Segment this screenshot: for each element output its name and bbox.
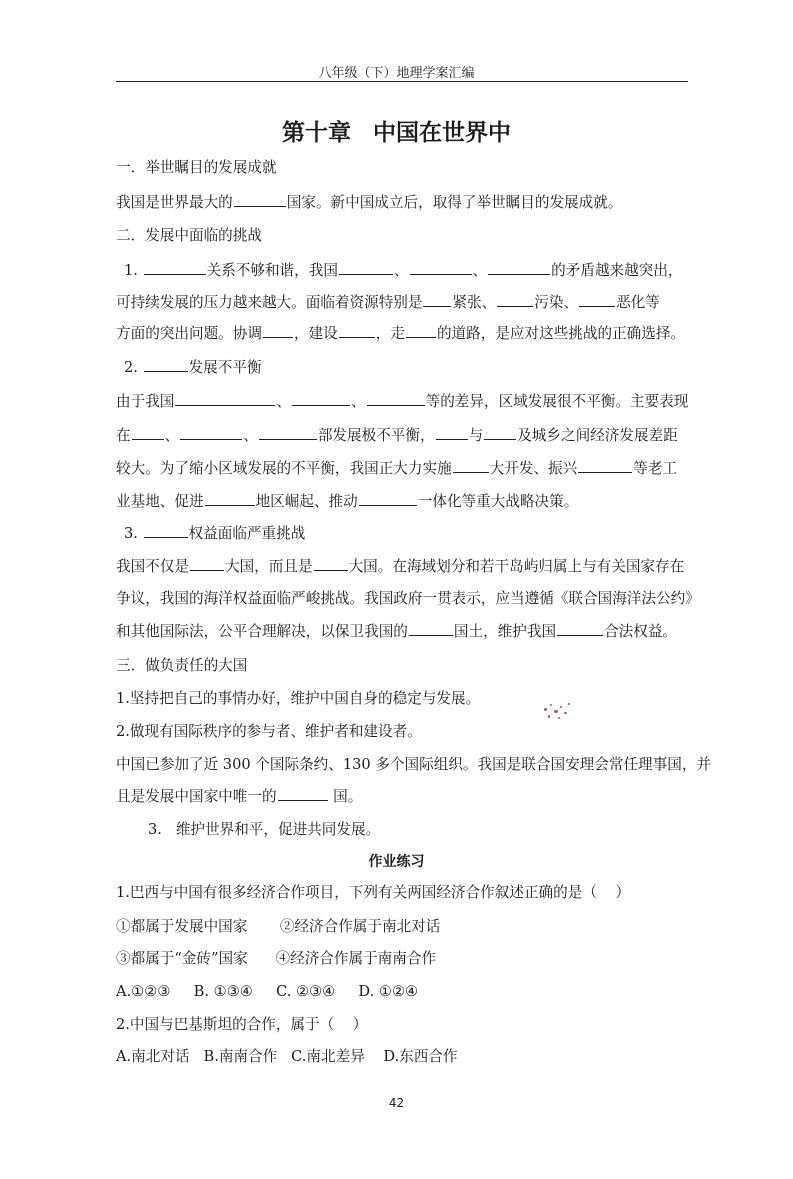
- s2-p3-line1: [116, 557, 684, 577]
- section1-heading: 一．举世瞩目的发展成就: [116, 159, 277, 176]
- s2-p3-heading: [124, 524, 305, 544]
- s3-item3: 3. 维护世界和平，促进共同发展。: [148, 821, 381, 838]
- text: 紧张、: [452, 294, 497, 311]
- stamp-speck: [550, 704, 552, 706]
- header-rule: [116, 81, 688, 82]
- text: 国。: [328, 788, 363, 805]
- stamp-speck: [560, 706, 562, 708]
- section3-heading: 三．做负责任的大国: [116, 657, 248, 674]
- text: 、: [472, 262, 488, 279]
- question-1-statements-a: ①都属于发展中国家 ②经济合作属于南北对话: [116, 918, 441, 935]
- text: 在: [116, 427, 131, 444]
- s3-item1: 1.坚持把自己的事情办好，维护中国自身的稳定与发展。: [116, 690, 481, 707]
- text: 及城乡之间经济发展差距: [517, 427, 678, 444]
- stamp-speck: [564, 712, 567, 714]
- s2-p2-line3: [116, 459, 677, 479]
- stamp-speck: [568, 703, 570, 705]
- text: 恶化等: [616, 294, 660, 311]
- chapter-title: 第十章 中国在世界中: [281, 120, 511, 146]
- fill-blank: [406, 324, 436, 338]
- question-1: 1.巴西与中国有很多经济合作项目，下列有关两国经济合作叙述正确的是（ ）: [116, 884, 631, 901]
- text: 方面的突出问题。协调: [116, 325, 262, 342]
- s2-p2-line1: [116, 392, 688, 412]
- text: 大国，而且是: [224, 558, 313, 575]
- fill-blank: [557, 622, 603, 636]
- text: 关系不够和谐，我国: [206, 262, 338, 279]
- text: 、: [393, 262, 409, 279]
- text: 业基地、促进: [116, 493, 204, 510]
- text: 的道路，是应对这些挑战的正确选择。: [436, 325, 686, 342]
- text: 、: [276, 393, 291, 410]
- fill-blank: [132, 426, 164, 440]
- page-number: 42: [388, 1096, 405, 1110]
- text: 大开发、振兴: [489, 460, 578, 477]
- stamp-speck: [554, 710, 558, 713]
- text: 国家。新中国成立后，取得了举世瞩目的发展成就。: [286, 194, 623, 211]
- text: 且是发展中国家中唯一的: [116, 788, 277, 805]
- s2-p1-line1: [124, 261, 683, 281]
- text: 国土，维护我国: [453, 623, 557, 640]
- fill-blank: [278, 787, 328, 801]
- stamp-speck: [544, 708, 547, 711]
- fill-blank: [144, 261, 206, 275]
- fill-blank: [578, 459, 632, 473]
- s2-p2-heading: [124, 358, 262, 378]
- fill-blank: [180, 426, 242, 440]
- text: 、: [243, 427, 258, 444]
- s2-p2-line4: [116, 492, 578, 512]
- fill-blank: [263, 324, 293, 338]
- text: 污染、: [534, 294, 579, 311]
- fill-blank: [190, 557, 224, 571]
- text: 的矛盾越来越突出，: [551, 262, 683, 279]
- s2-p1-line2: [116, 293, 660, 313]
- item-number: 2.: [124, 359, 138, 376]
- homework-title: 作业练习: [368, 854, 425, 870]
- fill-blank: [367, 392, 425, 406]
- fill-blank: [314, 557, 348, 571]
- question-2-choices: A.南北对话 B.南南合作 C.南北差异 D.东西合作: [116, 1048, 458, 1065]
- text: ，走: [375, 325, 405, 342]
- text: 地区崛起、推动: [255, 493, 358, 510]
- question-1-choices: A.①②③ B. ①③④ C. ②③④ D. ①②④: [116, 983, 419, 1000]
- section2-heading: 二．发展中面临的挑战: [116, 227, 262, 244]
- fill-blank: [339, 261, 393, 275]
- fill-blank: [409, 622, 453, 636]
- fill-blank: [359, 492, 417, 506]
- text: 发展不平衡: [188, 359, 262, 376]
- text: 等的差异，区域发展很不平衡。主要表现: [425, 393, 689, 410]
- text: 合法权益。: [604, 623, 678, 640]
- stamp-speck: [548, 715, 550, 718]
- s2-p3-line3: [116, 622, 677, 642]
- fill-blank: [484, 426, 516, 440]
- s2-p3-line2: 争议，我国的海洋权益面临严峻挑战。我国政府一贯表示，应当遵循《联合国海洋法公约》: [116, 590, 700, 607]
- s3-item2-line2: [116, 787, 362, 807]
- text: 、: [164, 427, 180, 444]
- s2-p1-line3: [116, 324, 685, 344]
- text: 等老工: [633, 460, 678, 477]
- text: ，建设: [293, 325, 338, 342]
- fill-blank: [579, 293, 615, 307]
- item-number: 3.: [124, 525, 138, 542]
- fill-blank: [234, 193, 286, 207]
- section1-line1: [116, 193, 622, 213]
- s3-item2-line1: 中国已参加了近 300 个国际条约、130 多个国际组织。我国是联合国安理会常任理事国，并: [116, 756, 712, 773]
- red-stamp-mark: [540, 700, 576, 724]
- fill-blank: [205, 492, 255, 506]
- text: 我国不仅是: [116, 558, 189, 575]
- question-1-statements-b: ③都属于“金砖”国家 ④经济合作属于南南合作: [116, 950, 437, 967]
- text: 可持续发展的压力越来越大。面临着资源特别是: [116, 294, 423, 311]
- text: 由于我国: [116, 393, 175, 410]
- question-2: 2.中国与巴基斯坦的合作，属于（ ）: [116, 1016, 368, 1033]
- text: 、: [351, 393, 366, 410]
- fill-blank: [259, 426, 317, 440]
- fill-blank: [292, 392, 350, 406]
- fill-blank: [144, 524, 188, 538]
- text: 较大。为了缩小区域发展的不平衡，我国正大力实施: [116, 460, 452, 477]
- fill-blank: [144, 358, 188, 372]
- fill-blank: [423, 293, 451, 307]
- text: 一体化等重大战略决策。: [417, 493, 579, 510]
- text: 和其他国际法，公平合理解决，以保卫我国的: [116, 623, 408, 640]
- fill-blank: [497, 293, 533, 307]
- s2-p2-line2: [116, 426, 678, 446]
- item-number: 1.: [124, 262, 138, 279]
- text: 大国。在海域划分和若干岛屿归属上与有关国家存在: [348, 558, 685, 575]
- fill-blank: [175, 392, 275, 406]
- fill-blank: [488, 261, 550, 275]
- stamp-speck: [558, 717, 560, 719]
- text: 与: [468, 427, 484, 444]
- s3-item2: 2.做现有国际秩序的参与者、维护者和建设者。: [116, 723, 422, 740]
- text: 权益面临严重挑战: [188, 525, 306, 542]
- fill-blank: [339, 324, 375, 338]
- fill-blank: [410, 261, 472, 275]
- text: 部发展极不平衡，: [317, 427, 435, 444]
- fill-blank: [436, 426, 468, 440]
- text: 我国是世界最大的: [116, 194, 233, 211]
- fill-blank: [453, 459, 489, 473]
- running-header: 八年级（下）地理学案汇编: [318, 66, 475, 81]
